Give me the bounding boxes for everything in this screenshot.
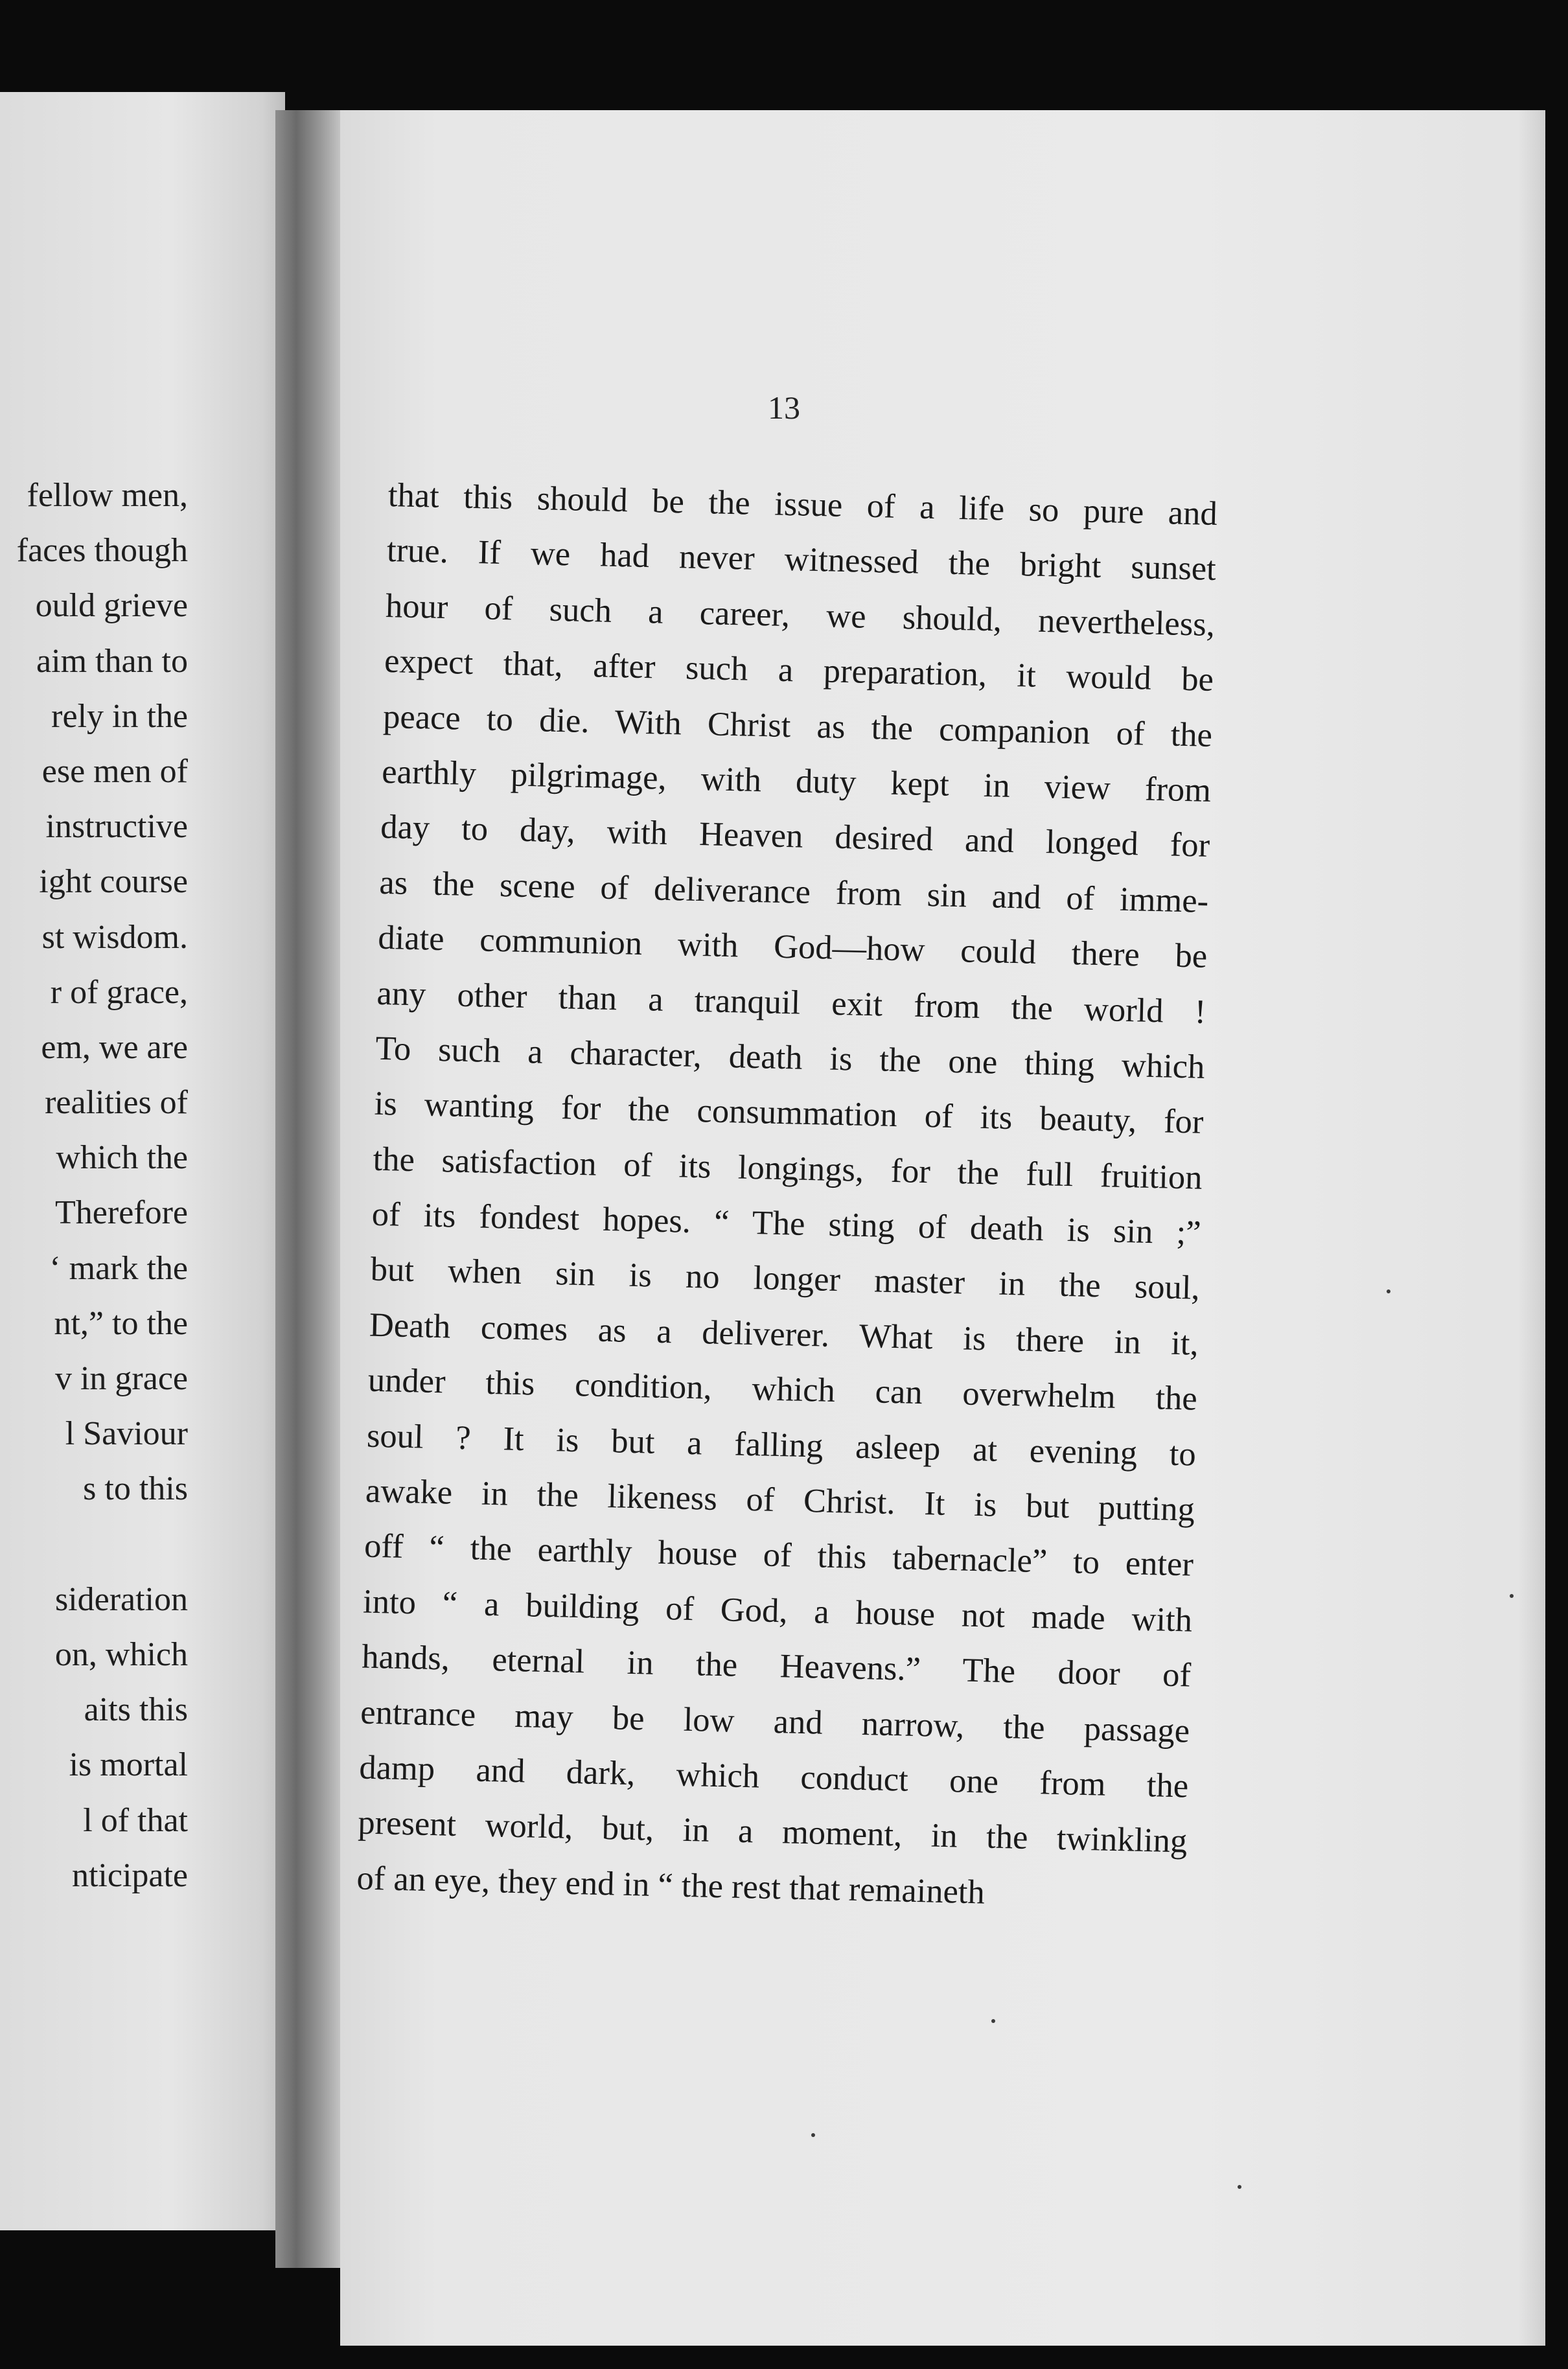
- text-line: day to day, with Heaven desired and longed for: [380, 808, 1210, 865]
- text-line: that this should be the issue of a life so pure and: [387, 476, 1218, 533]
- text-line: entrance may be low and narrow, the passage: [360, 1693, 1190, 1750]
- text-line: awake in the likeness of Christ. It is but putting: [365, 1472, 1195, 1529]
- page-edge: [1519, 110, 1545, 2346]
- left-page-text: [0, 468, 188, 1903]
- left-line: which the: [56, 1139, 188, 1177]
- left-line: Therefore: [55, 1194, 188, 1232]
- left-line: fellow men,: [27, 477, 188, 514]
- left-line: l Saviour: [65, 1415, 188, 1453]
- left-line: ‘ mark the: [49, 1249, 188, 1287]
- text-line: off “ the earthly house of this tabernacle” to enter: [363, 1527, 1194, 1584]
- left-line: aits this: [84, 1691, 188, 1729]
- left-line: aim than to: [36, 642, 188, 680]
- text-line: peace to die. With Christ as the companion of the: [382, 697, 1213, 754]
- text-line: into “ a building of God, a house not made with: [362, 1582, 1193, 1639]
- text-line: Death comes as a deliverer. What is there in it,: [369, 1306, 1199, 1363]
- text-line: earthly pilgrimage, with duty kept in view from: [381, 752, 1212, 809]
- text-line: soul ? It is but a falling asleep at evening to: [366, 1416, 1197, 1473]
- left-line: rely in the: [51, 697, 188, 735]
- text-line: as the scene of deliverance from sin and of imme-: [378, 863, 1209, 920]
- dust-speck: [991, 2019, 995, 2023]
- dust-speck: [811, 2133, 815, 2137]
- left-line: faces though: [16, 532, 188, 570]
- left-line: s to this: [83, 1470, 188, 1508]
- text-line: hour of such a career, we should, nevertheless,: [385, 586, 1216, 643]
- text-line: any other than a tranquil exit from the world !: [376, 974, 1206, 1031]
- left-line: realities of: [45, 1084, 188, 1122]
- left-page: [0, 92, 285, 2230]
- text-line: of its fondest hopes. “ The sting of death is sin ;”: [371, 1195, 1202, 1252]
- left-line: ese men of: [41, 752, 188, 790]
- text-line: the satisfaction of its longings, for the full fruition: [373, 1140, 1203, 1197]
- text-line: hands, eternal in the Heavens.” The door of: [361, 1637, 1192, 1694]
- text-line: true. If we had never witnessed the bright sunset: [386, 531, 1217, 588]
- page-number: 13: [768, 389, 800, 426]
- text-line: present world, but, in a moment, in the twinkling: [357, 1803, 1188, 1860]
- text-line: is wanting for the consummation of its beauty, for: [374, 1085, 1205, 1142]
- left-line: ight course: [39, 863, 188, 901]
- text-line: of an eye, they end in “ the rest that remaineth: [356, 1859, 986, 1912]
- left-line: nt,” to the: [54, 1304, 188, 1342]
- dust-speck: [1510, 1594, 1514, 1598]
- left-line: l of that: [83, 1801, 188, 1839]
- right-page-text: [356, 468, 1218, 1925]
- left-line: r of grace,: [50, 973, 188, 1011]
- left-line: instructive: [45, 808, 188, 846]
- text-line: expect that, after such a preparation, it would be: [384, 642, 1214, 699]
- left-line: st wisdom.: [41, 918, 188, 956]
- left-line: on, which: [54, 1635, 188, 1673]
- left-line: nticipate: [71, 1856, 188, 1894]
- left-line: ould grieve: [35, 587, 188, 625]
- text-line: damp and dark, which conduct one from the: [358, 1748, 1189, 1805]
- text-line: but when sin is no longer master in the soul,: [370, 1251, 1201, 1308]
- text-line: To such a character, death is the one thing which: [375, 1029, 1206, 1086]
- text-line: under this condition, which can overwhelm the: [367, 1361, 1198, 1418]
- dust-speck: [1238, 2185, 1241, 2189]
- left-line: sideration: [54, 1580, 188, 1618]
- left-line: is mortal: [69, 1746, 188, 1784]
- text-line: diate communion with God—how could there be: [377, 918, 1208, 975]
- dust-speck: [1387, 1289, 1390, 1293]
- left-line: em, we are: [41, 1028, 188, 1066]
- left-line: v in grace: [54, 1360, 188, 1397]
- left-line: [0, 1517, 188, 1572]
